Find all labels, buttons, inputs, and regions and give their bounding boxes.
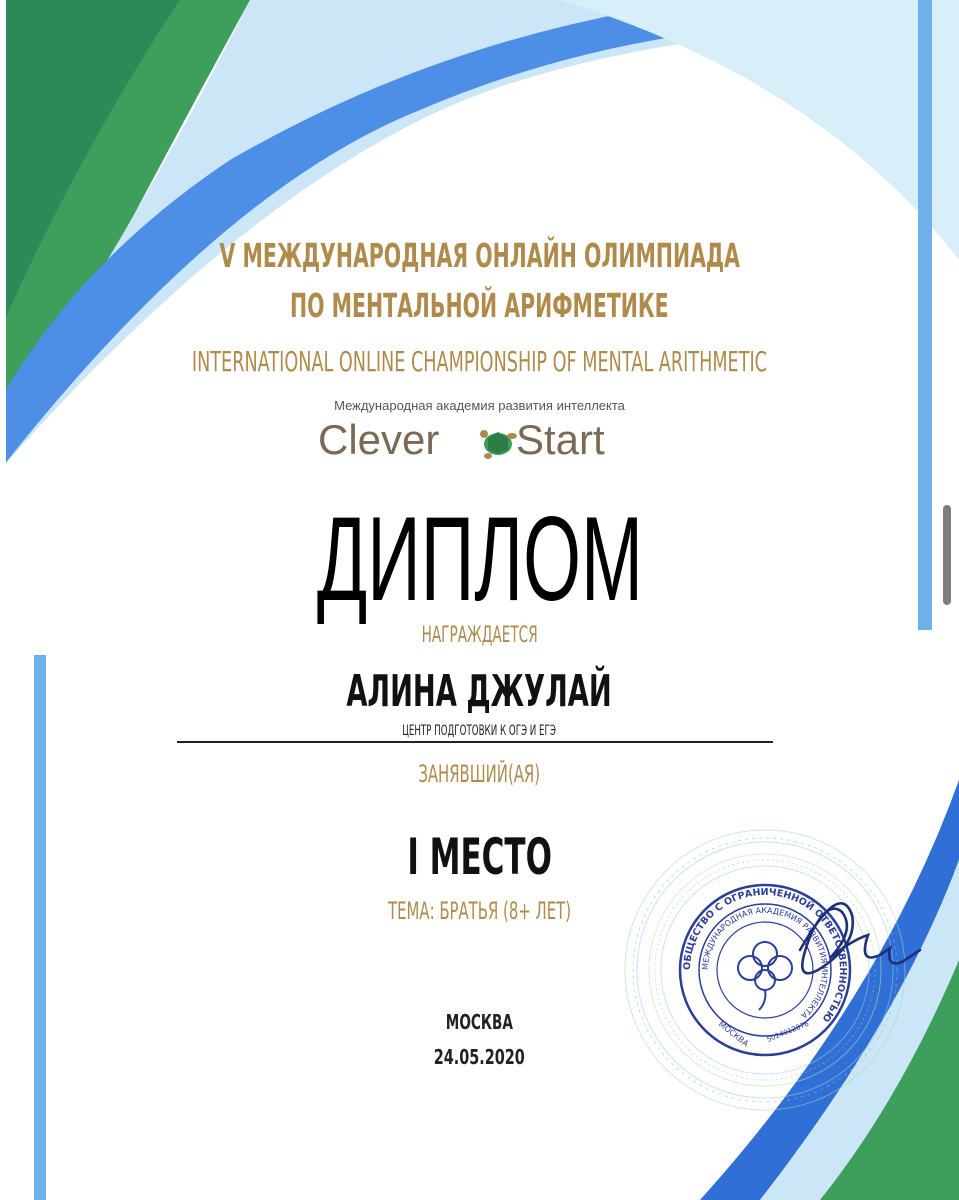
clever-start-logo [318,410,648,470]
logo-text-right: Start [516,416,605,463]
turtle-icon [480,430,517,459]
seal-number: 5024012876 [765,1019,811,1044]
diploma-heading: ДИПЛОМ [316,492,643,626]
taken-label: ЗАНЯВШИЙ(АЯ) [418,760,541,788]
recipient-organization: ЦЕНТР ПОДГОТОВКИ К ОГЭ И ЕГЭ [402,723,557,739]
logo-text-left: Clever [318,416,440,463]
seal-ring [680,885,850,1055]
theme-label: ТЕМА: БРАТЬЯ (8+ ЛЕТ) [388,897,571,925]
title-en: INTERNATIONAL ONLINE CHAMPIONSHIP OF MENTAL ARITHMETIC [191,345,768,378]
seal-ring-text-outer: ОБЩЕСТВО С ОГРАНИЧЕННОЙ ОТВЕТСТВЕННОСТЬЮ [681,886,849,1024]
name-underline [177,741,773,743]
svg-text:МЕЖДУНАРОДНАЯ АКАДЕМИЯ РАЗВИТИ [701,906,829,1020]
awarded-label: НАГРАЖДАЕТСЯ [421,623,538,648]
seal-city: МОСКВА [716,1019,751,1049]
seal-ring-text-inner: МЕЖДУНАРОДНАЯ АКАДЕМИЯ РАЗВИТИЯ ИНТЕЛЛЕКТА [700,905,830,1021]
seal-stamp [590,820,950,1140]
city-label: МОСКВА [445,1010,514,1034]
date-label: 24.05.2020 [433,1045,526,1069]
place-result: I МЕСТО [407,828,552,886]
recipient-name: АЛИНА ДЖУЛАЙ [346,666,613,717]
title-line-ru-1: V МЕЖДУНАРОДНАЯ ОНЛАЙН ОЛИМПИАДА [219,236,740,275]
title-line-ru-2: ПО МЕНТАЛЬНОЙ АРИФМЕТИКЕ [290,286,669,325]
scrollbar-thumb[interactable] [943,505,951,605]
academy-name: Международная академия развития интеллекта [334,398,625,413]
clover-icon [738,942,792,1010]
